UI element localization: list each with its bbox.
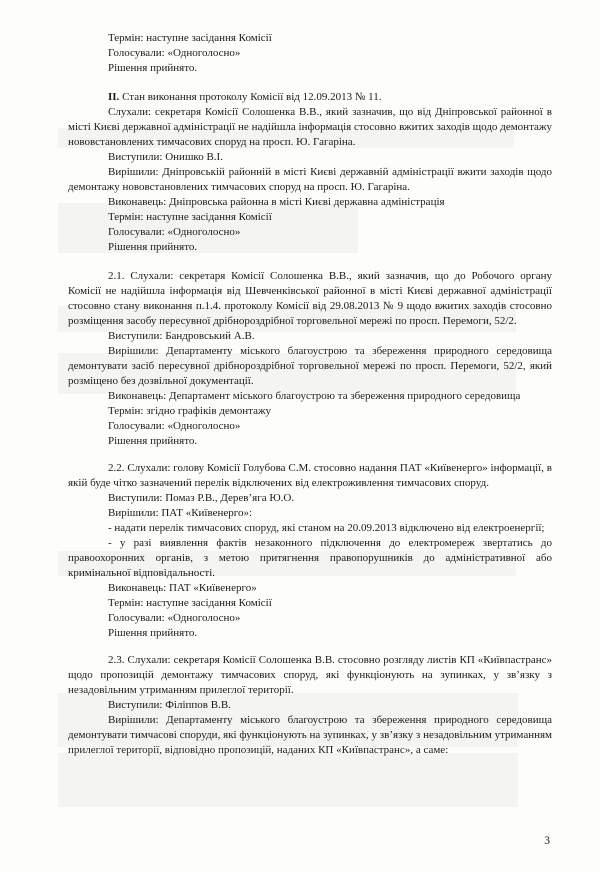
- list-item: - у разі виявлення фактів незаконного підключення до електромереж звертатись до правоохоронних органів, з метою притягнення правопорушників до адміністративної або кримінальної відповідальності.: [68, 537, 552, 579]
- list-item: - надати перелік тимчасових споруд, які станом на 20.09.2013 відключено від електроенергії;: [108, 522, 545, 534]
- heard-paragraph-2-3: 2.3. Слухали: секретаря Комісії Солошенка В.В. стосовно розгляду листів КП «Київпастранс» щодо пропозицій демонтажу тимчасових споруд, які функціонують на зупинках, у зв’язку з незадовільним утриманням прилеглої території.: [68, 654, 552, 696]
- term-line: Термін: наступне засідання Комісії: [108, 211, 272, 223]
- resolved-paragraph: Вирішили: Департаменту міського благоустрою та збереження природного середовища демонтувати засіб пересувної дрібнороздрібної торговельної мережі по просп. Перемоги, 52/2, який розміщено без дозвільної документації.: [68, 345, 552, 387]
- heard-paragraph: Слухали: секретаря Комісії Солошенка В.В., який зазначив, що від Дніпровської районної в місті Києві державної адміністрації не надійшла інформація стосовно вжитих заходів щодо демонтажу нововстановлених тимчасових споруд на просп. Ю. Гагаріна.: [68, 106, 552, 148]
- heard-paragraph-2-1: 2.1. Слухали: секретаря Комісії Солошенка В.В., який зазначив, що до Робочого органу Комісії не надійшла інформація від Шевченківської районної в місті Києві державної адміністрації стосовно стану виконання п.1.4. протоколу Комісії від 29.08.2013 № 9 щодо вжитих заходів стосовно розміщення засобу пересувної дрібнороздрібної торговельної мережі по просп. Перемоги, 52/2.: [68, 270, 552, 327]
- resolved-paragraph: Вирішили: ПАТ «Київенерго»:: [108, 507, 253, 519]
- term-line: Термін: наступне засідання Комісії: [108, 597, 272, 609]
- decision-taken-line: Рішення прийнято.: [108, 241, 198, 253]
- voting-line: Голосували: «Одноголосно»: [108, 612, 241, 624]
- page-number: 3: [544, 835, 550, 847]
- decision-taken-line: Рішення прийнято.: [108, 435, 198, 447]
- spoke-line: Виступили: Бандровський А.В.: [108, 330, 255, 342]
- executor-line: Виконавець: Департамент міського благоустрою та збереження природного середовища: [108, 390, 521, 402]
- term-line: Термін: наступне засідання Комісії: [108, 32, 272, 44]
- resolved-paragraph: Вирішили: Дніпровській районній в місті Києві державній адміністрації вжити заходів щодо демонтажу нововстановлених тимчасових споруд на просп. Ю. Гагаріна.: [68, 166, 552, 193]
- voting-line: Голосували: «Одноголосно»: [108, 226, 241, 238]
- decision-taken-line: Рішення прийнято.: [108, 627, 198, 639]
- resolved-paragraph: Вирішили: Департаменту міського благоустрою та збереження природного середовища демонтувати тимчасові споруди, які функціонують на зупинках, у зв’язку з незадовільним утриманням прилеглої території, відповідно пропозицій, наданих КП «Київпастранс», а саме:: [68, 714, 552, 756]
- spoke-line: Виступили: Онишко В.І.: [108, 151, 223, 163]
- section-title: Стан виконання протоколу Комісії від 12.09.2013 № 11.: [119, 91, 382, 103]
- executor-line: Виконавець: ПАТ «Київенерго»: [108, 582, 257, 594]
- term-line: Термін: згідно графіків демонтажу: [108, 405, 272, 417]
- voting-line: Голосували: «Одноголосно»: [108, 47, 241, 59]
- executor-line: Виконавець: Дніпровська районна в місті Києві державна адміністрація: [108, 196, 445, 208]
- section-number: II.: [108, 91, 120, 103]
- document-text: [68, 31, 552, 758]
- heard-paragraph-2-2: 2.2. Слухали: голову Комісії Голубова С.М. стосовно надання ПАТ «Київенерго» інформації, в якій буде чітко зазначений перелік відключених від електроживлення тимчасових споруд.: [68, 462, 552, 489]
- decision-taken-line: Рішення прийнято.: [108, 62, 198, 74]
- scan-shading: [58, 753, 518, 807]
- spoke-line: Виступили: Помаз Р.В., Дерев’яга Ю.О.: [108, 492, 295, 504]
- spoke-line: Виступили: Філіппов В.В.: [108, 699, 231, 711]
- voting-line: Голосували: «Одноголосно»: [108, 420, 241, 432]
- section-heading: [68, 90, 552, 105]
